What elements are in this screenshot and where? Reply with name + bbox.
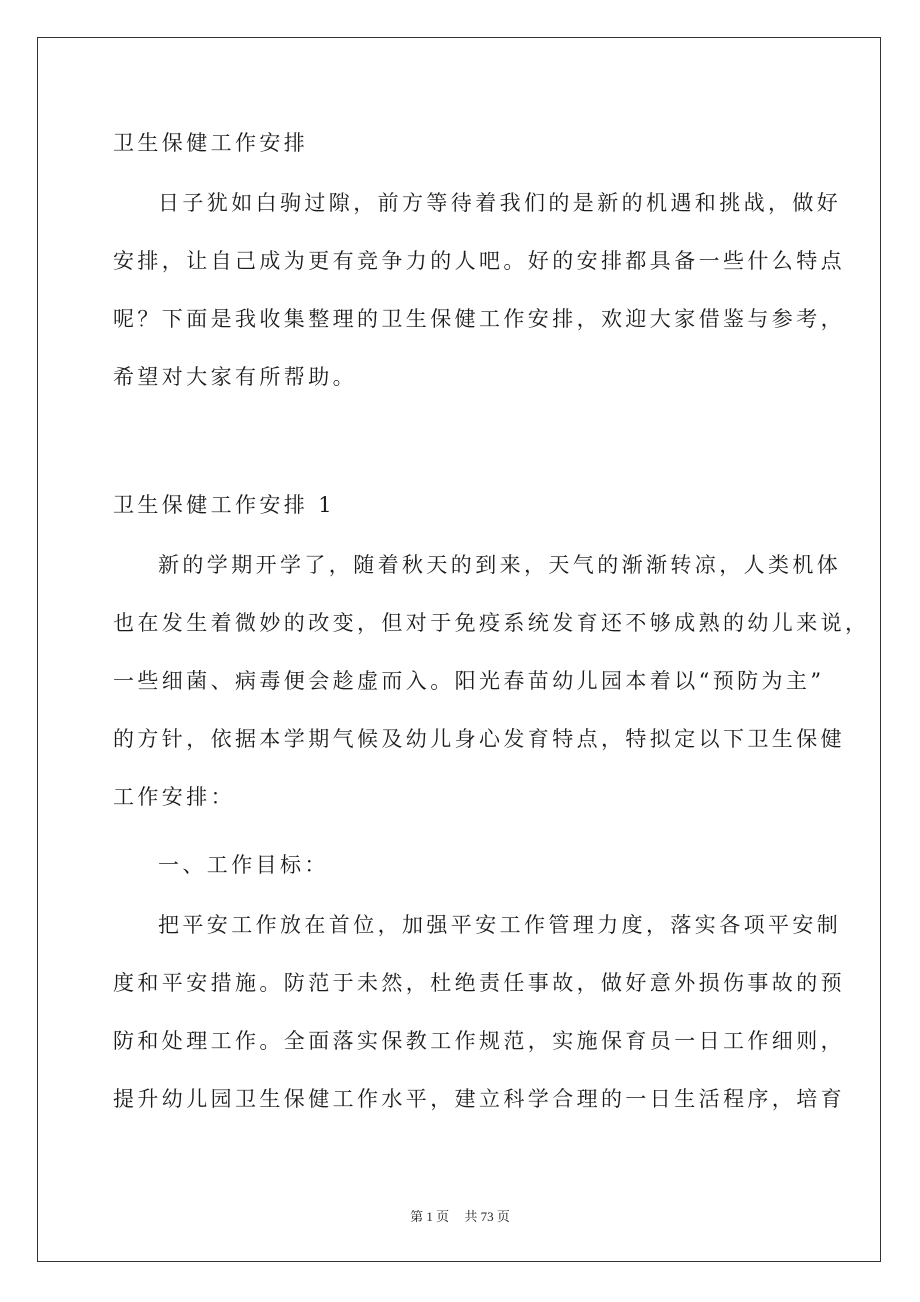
section-heading: 卫生保健工作安排 1 bbox=[113, 493, 336, 517]
page-footer bbox=[0, 1206, 920, 1225]
paragraph-line: 工作安排： bbox=[113, 785, 235, 809]
subsection-heading: 一、工作目标： bbox=[158, 853, 329, 877]
paragraph-line: 一些细菌、病毒便会趁虚而入。阳光春苗幼儿园本着以“预防为主” bbox=[113, 669, 825, 693]
paragraph-line: 把平安工作放在首位，加强平安工作管理力度，落实各项平安制 bbox=[158, 913, 842, 937]
paragraph-line: 安排，让自己成为更有竞争力的人吧。好的安排都具备一些什么特点 bbox=[113, 249, 845, 273]
paragraph-line: 希望对大家有所帮助。 bbox=[113, 365, 357, 389]
paragraph-line: 提升幼儿园卫生保健工作水平，建立科学合理的一日生活程序，培育 bbox=[113, 1087, 845, 1111]
page-current: 第 1 页 bbox=[410, 1209, 450, 1224]
paragraph-line: 呢？下面是我收集整理的卫生保健工作安排，欢迎大家借鉴与参考， bbox=[113, 307, 845, 331]
paragraph-line: 也在发生着微妙的改变，但对于免疫系统发育还不够成熟的幼儿来说， bbox=[113, 611, 870, 635]
page-border bbox=[37, 37, 881, 1262]
paragraph-line: 的方针，依据本学期气候及幼儿身心发育特点，特拟定以下卫生保健 bbox=[113, 727, 845, 751]
paragraph-line: 度和平安措施。防范于未然，杜绝责任事故，做好意外损伤事故的预 bbox=[113, 971, 845, 995]
paragraph-line: 新的学期开学了，随着秋天的到来，天气的渐渐转凉，人类机体 bbox=[158, 553, 842, 577]
document-title: 卫生保健工作安排 bbox=[113, 131, 309, 155]
page-total: 共 73 页 bbox=[464, 1209, 510, 1224]
paragraph-line: 日子犹如白驹过隙，前方等待着我们的是新的机遇和挑战，做好 bbox=[158, 191, 842, 215]
paragraph-line: 防和处理工作。全面落实保教工作规范，实施保育员一日工作细则， bbox=[113, 1029, 845, 1053]
